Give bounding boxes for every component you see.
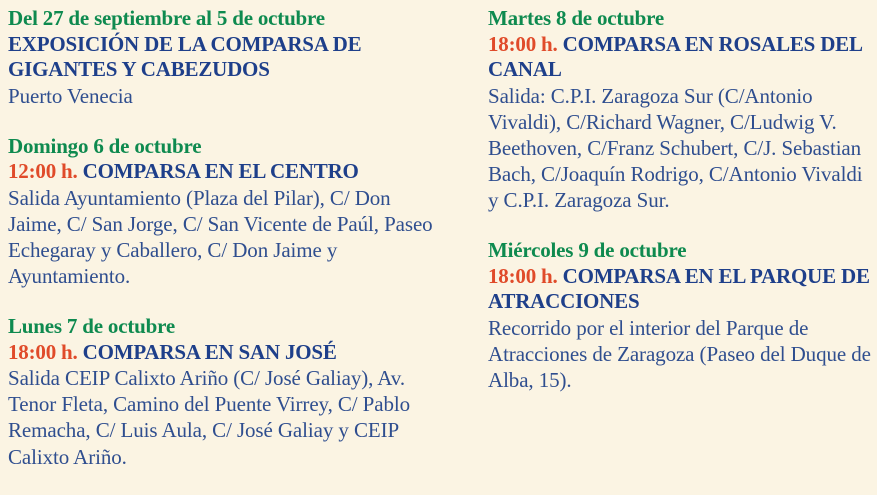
event-title-line xyxy=(8,159,436,185)
event-date: Lunes 7 de octubre xyxy=(8,314,175,339)
event-date: Martes 8 de octubre xyxy=(488,6,665,30)
event-time: 12:00 h. xyxy=(8,159,78,184)
event-title: COMPARSA EN EL PARQUE DE ATRACCIONES xyxy=(488,263,870,314)
event-title: COMPARSA EN SAN JOSÉ xyxy=(82,339,337,364)
event-description: Salida CEIP Calixto Ariño (C/ José Galiay), Av. Tenor Fleta, Camino del Puente Virrey, C/ Pablo Remacha, C/ Luis Aula, C/ José Galiay y CEIP Calixto Ariño. xyxy=(8,366,411,469)
event-block-domingo-6 xyxy=(8,134,436,289)
event-title: COMPARSA EN EL CENTRO xyxy=(82,159,359,184)
event-date: Miércoles 9 de octubre xyxy=(488,237,687,262)
event-description: Puerto Venecia xyxy=(8,83,133,108)
program-column-left xyxy=(8,6,436,495)
event-block-exposicion xyxy=(8,6,436,109)
event-time: 18:00 h. xyxy=(488,31,558,56)
event-description: Salida Ayuntamiento (Plaza del Pilar), C/ Don Jaime, C/ San Jorge, C/ San Vicente de Paúl, Paseo Echegaray y Caballero, C/ Don Jaime y Ayuntamiento. xyxy=(8,186,433,289)
event-block-martes-8 xyxy=(488,6,877,213)
event-date: Domingo 6 de octubre xyxy=(8,133,202,158)
event-title-line xyxy=(8,340,436,366)
event-description: Recorrido por el interior del Parque de Atracciones de Zaragoza (Paseo del Duque de Alba, 15). xyxy=(488,315,871,392)
event-title: COMPARSA EN ROSALES DEL CANAL xyxy=(488,31,862,82)
event-title-line xyxy=(8,32,436,83)
event-block-miercoles-9 xyxy=(488,238,877,393)
event-description: Salida: C.P.I. Zaragoza Sur (C/Antonio Vivaldi), C/Richard Wagner, C/Ludwig V. Beethoven, C/Franz Schubert, C/J. Sebastian Bach, C/Joaquín Rodrigo, C/Antonio Vivaldi y C.P.I. Zaragoza Sur. xyxy=(488,83,863,212)
event-title-line xyxy=(488,32,877,83)
event-date: Del 27 de septiembre al 5 de octubre xyxy=(8,6,325,30)
event-time: 18:00 h. xyxy=(8,339,78,364)
event-block-lunes-7 xyxy=(8,314,436,469)
program-column-right xyxy=(488,6,877,418)
event-title: EXPOSICIÓN DE LA COMPARSA DE GIGANTES Y CABEZUDOS xyxy=(8,31,362,82)
event-time: 18:00 h. xyxy=(488,263,558,288)
event-title-line xyxy=(488,264,877,315)
